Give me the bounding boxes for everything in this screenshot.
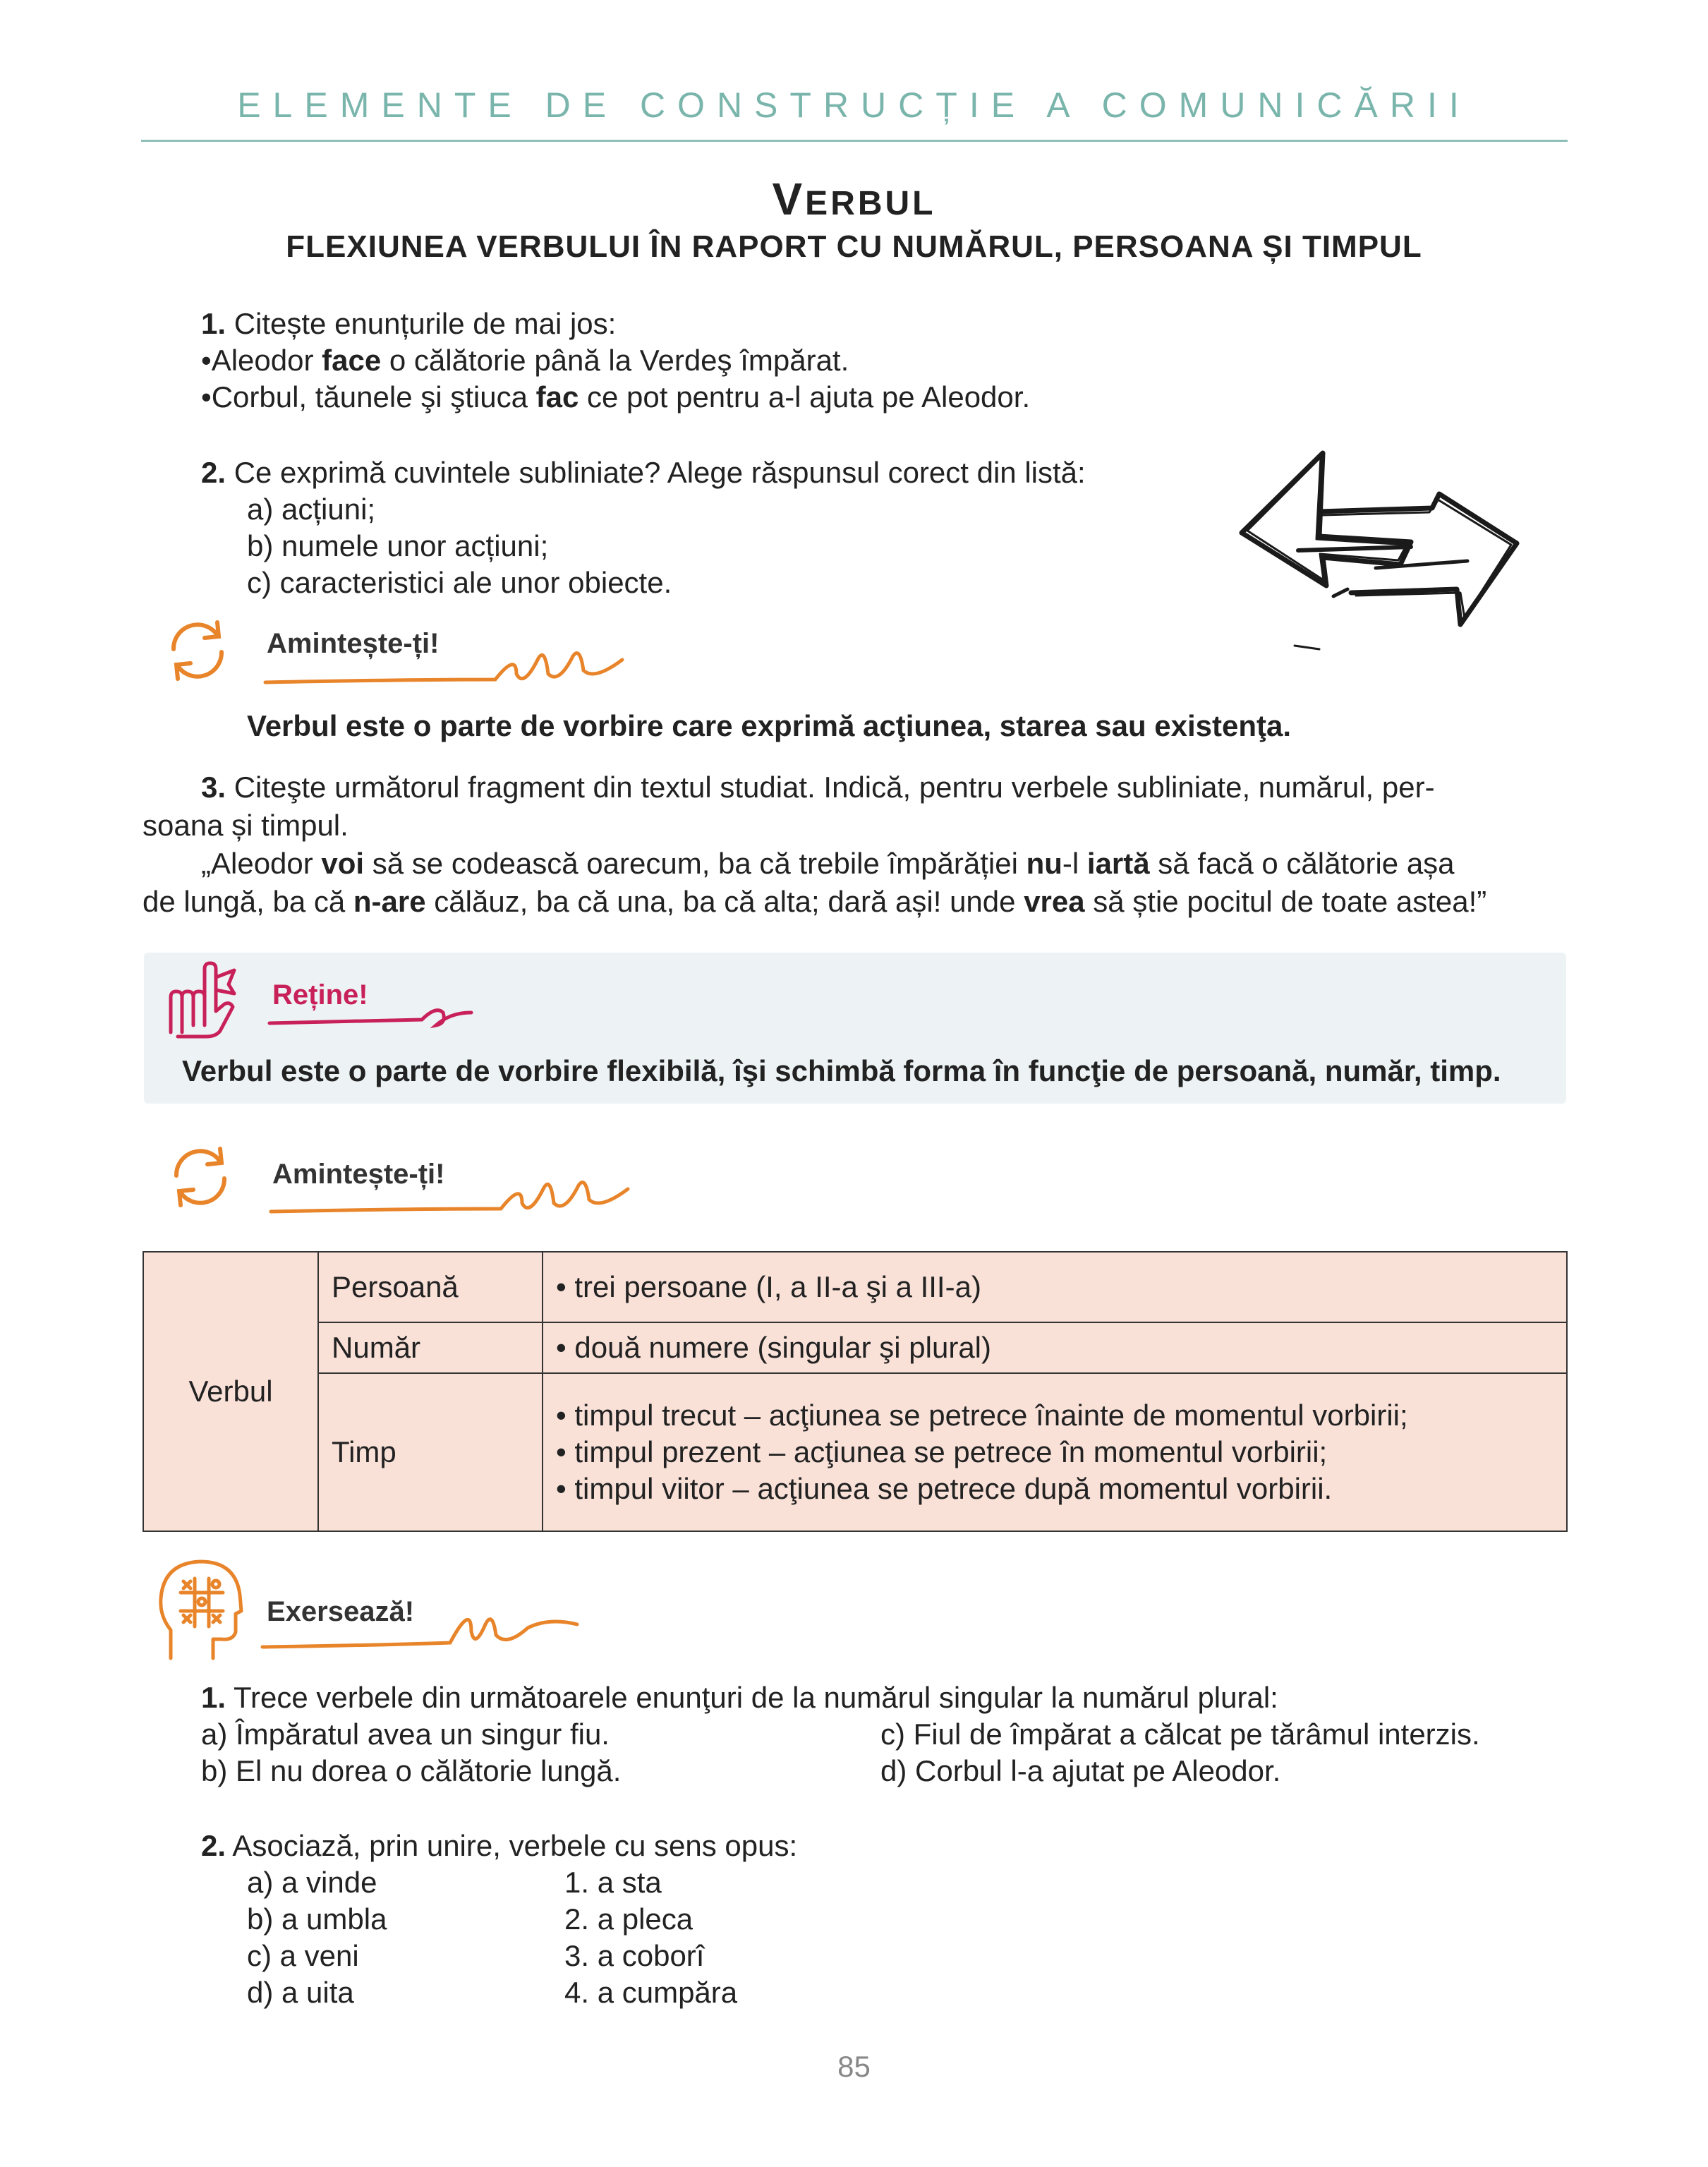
sentence-2-pre: •Corbul, tăunele şi ştiuca [201,380,536,414]
time-item: • timpul trecut – acţiunea se petrece înainte de momentul vorbirii; [556,1399,1408,1432]
exercise-1-sentence-2 [201,379,1030,416]
remember-label-2: Amintește-ți! [272,1159,445,1190]
title-rest: ERBUL [805,185,936,222]
orange-squiggle-3 [260,1596,584,1653]
table-head-cell: Verbul [143,1252,318,1531]
quote-part: să știe pocitul de toate astea!” [1084,885,1487,918]
table-row-label: Număr [318,1322,543,1373]
sentence-2-post: ce pot pentru a-l ajuta pe Aleodor. [579,380,1031,414]
match-left-item: c) a veni [247,1939,359,1972]
finger-ribbon-icon [164,955,241,1039]
remember-text-1: Verbul este o parte de vorbire care exprimă acţiunea, starea sau existenţa. [247,709,1292,742]
practice-1-c: c) Fiul de împărat a călcat pe tărâmul interzis. [880,1718,1480,1751]
match-left-item: d) a uita [247,1976,354,2009]
option-c: c) caracteristici ale unor obiecte. [247,566,672,599]
practice-1-b: b) El nu dorea o călătorie lungă. [201,1754,622,1787]
page-subtitle: FLEXIUNEA VERBULUI ÎN RAPORT CU NUMĂRUL, PERSOANA ȘI TIMPUL [286,229,1422,264]
practice-2-prompt [201,1828,797,1864]
practice-1-number: 1. [201,1681,226,1714]
sentence-1-post: o călătorie până la Verdeş împărat. [381,344,849,377]
exercise-3-number: 3. [201,771,226,804]
exerseaza-label: Exersează! [267,1596,415,1627]
retine-text: Verbul este o parte de vorbire flexibilă, îşi schimbă forma în funcţie de persoană, număr, timp. [182,1054,1501,1087]
time-item: • timpul viitor – acţiunea se petrece după momentul vorbirii. [556,1472,1333,1505]
verb-table [143,1251,1568,1532]
exercise-1-number: 1. [201,307,226,340]
exercise-3-text: Citeşte următorul fragment din textul studiat. Indică, pentru verbele subliniate, numărul, per- [226,771,1435,804]
quote-part: „Aleodor [201,847,322,880]
match-right-item: 3. a coborî [564,1939,705,1972]
match-right-item: 4. a cumpăra [564,1976,738,2009]
page-number: 85 [837,2050,871,2083]
table-row-label: Timp [318,1373,543,1531]
orange-squiggle-2 [268,1168,635,1224]
exercise-2-number: 2. [201,456,226,489]
time-item: • timpul prezent – acţiunea se petrece în momentul vorbirii; [556,1435,1328,1468]
table-row-value: • trei persoane (I, a II-a şi a III-a) [543,1252,1567,1322]
page-title [0,173,1708,225]
match-right-item: 1. a sta [564,1866,662,1899]
practice-2-text: Asociază, prin unire, verbele cu sens opus: [226,1829,798,1862]
exercise-1-sentence-1 [201,342,849,379]
match-left-item: a) a vinde [247,1866,377,1899]
quote-verb: vrea [1024,885,1085,918]
sentence-2-verb: fac [535,380,579,414]
option-b: b) numele unor acțiuni; [247,529,549,562]
exercise-1-text: Citește enunțurile de mai jos: [226,307,617,340]
practice-1-prompt [201,1679,1278,1716]
quote-part: de lungă, ba că [143,885,353,918]
sentence-1-verb: face [322,344,382,377]
refresh-icon [161,615,235,686]
quote-part: călăuz, ba că una, ba că alta; dară ași! unde [425,885,1024,918]
title-first-letter: V [772,174,806,224]
table-row-value: • două numere (singular şi plural) [543,1322,1567,1373]
practice-1-a: a) Împăratul avea un singur fiu. [201,1718,610,1751]
practice-1-text: Trece verbele din următoarele enunţuri de la numărul singular la numărul plural: [226,1681,1278,1714]
exercise-3-line-1 [201,769,1435,806]
table-row-label: Persoană [318,1252,543,1322]
quote-line-1 [201,845,1455,882]
quote-verb: n-are [353,885,426,918]
practice-1-d: d) Corbul l-a ajutat pe Aleodor. [880,1754,1281,1787]
pink-squiggle [267,991,478,1034]
quote-line-2 [143,883,1486,920]
quote-verb: voi [321,847,365,880]
quote-verb: iartă [1086,847,1150,880]
quote-part: să facă o călătorie așa [1149,847,1455,880]
exercise-3-line-2: soana și timpul. [143,809,349,842]
table-row-value [543,1373,1567,1531]
retine-label: Reține! [272,979,368,1010]
sentence-1-pre: •Aleodor [201,344,322,377]
head-tic-tac-toe-icon [157,1556,248,1662]
match-right-item: 2. a pleca [564,1902,694,1936]
refresh-icon [164,1142,238,1212]
running-header: ELEMENTE DE CONSTRUCȚIE A COMUNICĂRII [237,85,1471,125]
double-arrow-icon [1228,445,1545,656]
exercise-2-prompt [201,454,1086,491]
option-a: a) acțiuni; [247,493,376,526]
exercise-2-text: Ce exprimă cuvintele subliniate? Alege răspunsul corect din listă: [226,456,1086,489]
quote-part: să se codească oarecum, ba că trebile împărăției [364,847,1026,880]
header-rule [141,140,1568,142]
exercise-1-prompt [201,306,616,342]
quote-part: -l [1062,847,1087,880]
quote-verb: nu [1026,847,1062,880]
remember-label-1: Amintește-ți! [267,628,440,659]
orange-squiggle-1 [262,639,629,695]
practice-2-number: 2. [201,1829,226,1862]
match-left-item: b) a umbla [247,1902,387,1936]
